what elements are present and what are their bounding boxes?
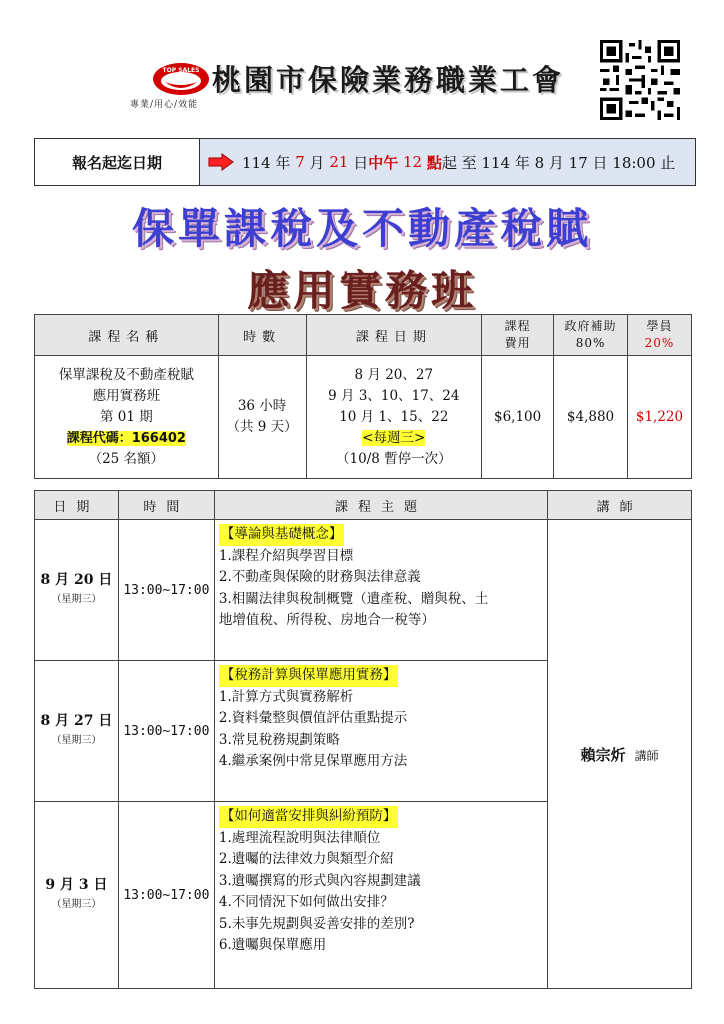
topic-tag: 【導論與基礎概念】: [219, 524, 345, 546]
government-subsidy: $4,880: [554, 356, 628, 479]
reg-hour-unit: 點: [426, 153, 442, 172]
session-topic: 【導論與基礎概念】 1.課程介紹與學習目標 2.不動產與保險的財務與法律意義 3.相關法律與稅制概覽（遺產稅、贈與稅、土 地增值稅、所得稅、房地合一稅等）: [214, 520, 547, 661]
lecturer-title: 講師: [634, 748, 659, 763]
course-name-cell: 保單課稅及不動產稅賦 應用實務班 第 01 期 課程代碼：166402 （25 名額）: [35, 356, 219, 479]
lecturer-name: 賴宗炘: [580, 745, 626, 764]
topic-tag: 【如何適當安排與糾紛預防】: [219, 806, 399, 828]
header-subsidy: 政府補助 80%: [554, 315, 628, 356]
registration-period: [34, 138, 696, 186]
reg-month: 7: [295, 153, 305, 171]
reg-day: 21: [329, 153, 349, 171]
org-slogan: 專業/用心/效能: [130, 100, 199, 110]
header-date: 日期: [35, 491, 119, 520]
reg-year: 114 年: [242, 153, 291, 172]
course-hours-cell: 36 小時 （共 9 天）: [218, 356, 306, 479]
session-time: 13:00~17:00: [118, 802, 214, 989]
session-topic: 【稅務計算與保單應用實務】 1.計算方式與實務解析 2.資料彙整與價值評估重點提示 3.常見稅務規劃策略 4.繼承案例中常見保單應用方法: [214, 661, 547, 802]
header-hours: 時數: [218, 315, 306, 356]
course-fee: $6,100: [482, 356, 554, 479]
reg-end: 起 至 114 年 8 月 17 日 18:00 止: [441, 153, 676, 172]
reg-hour: 12: [403, 153, 423, 171]
course-code: 課程代碼：166402: [66, 430, 186, 446]
registration-label: 報名起迄日期: [35, 139, 200, 185]
org-name: 桃園市保險業務職業工會: [212, 63, 565, 97]
course-dates-cell: 8 月 20、27 9 月 3、10、17、24 10 月 1、15、22 <每週三> （10/8 暫停一次）: [306, 356, 482, 479]
course-title-line1: 保單課稅及不動產稅賦: [131, 204, 592, 253]
header-lecturer: 講師: [548, 491, 692, 520]
header-course-name: 課程名稱: [35, 315, 219, 356]
course-title-line2: 應用實務班: [246, 266, 477, 315]
union-logo: [150, 60, 212, 98]
session-date: 8 月 27 日 （星期三）: [35, 661, 119, 802]
qr-code-icon[interactable]: [600, 40, 680, 120]
session-time: 13:00~17:00: [118, 661, 214, 802]
session-date: 9 月 3 日 （星期三）: [35, 802, 119, 989]
schedule-table: [34, 490, 692, 989]
reg-noon: 中午: [368, 153, 399, 172]
logo-text: TOP SALES: [162, 67, 200, 74]
student-payment: $1,220: [628, 356, 692, 479]
course-info-table: [34, 314, 692, 479]
header-time: 時間: [118, 491, 214, 520]
course-quota: （25 名額）: [88, 450, 165, 467]
arrow-right-icon: [208, 153, 234, 171]
reg-day-unit: 日: [353, 153, 369, 172]
header-student-share: 學員 20%: [628, 315, 692, 356]
header-dates: 課程日期: [306, 315, 482, 356]
header-topic: 課程主題: [214, 491, 547, 520]
registration-dates: [200, 139, 695, 185]
weekly-badge: <每週三>: [362, 429, 426, 446]
session-topic: 【如何適當安排與糾紛預防】 1.處理流程說明與法律順位 2.遺囑的法律效力與類型介紹 3.遺囑撰寫的形式與內容規劃建議 4.不同情況下如何做出安排？ 5.未事先規劃與妥善安排的差別? 6.遺囑與保單應用: [214, 802, 547, 989]
session-time: 13:00~17:00: [118, 520, 214, 661]
lecturer-cell: [548, 520, 692, 989]
header-fee: 課程 費用: [482, 315, 554, 356]
session-date: 8 月 20 日 （星期三）: [35, 520, 119, 661]
reg-month-unit: 月: [309, 153, 325, 172]
topic-tag: 【稅務計算與保單應用實務】: [219, 665, 399, 687]
